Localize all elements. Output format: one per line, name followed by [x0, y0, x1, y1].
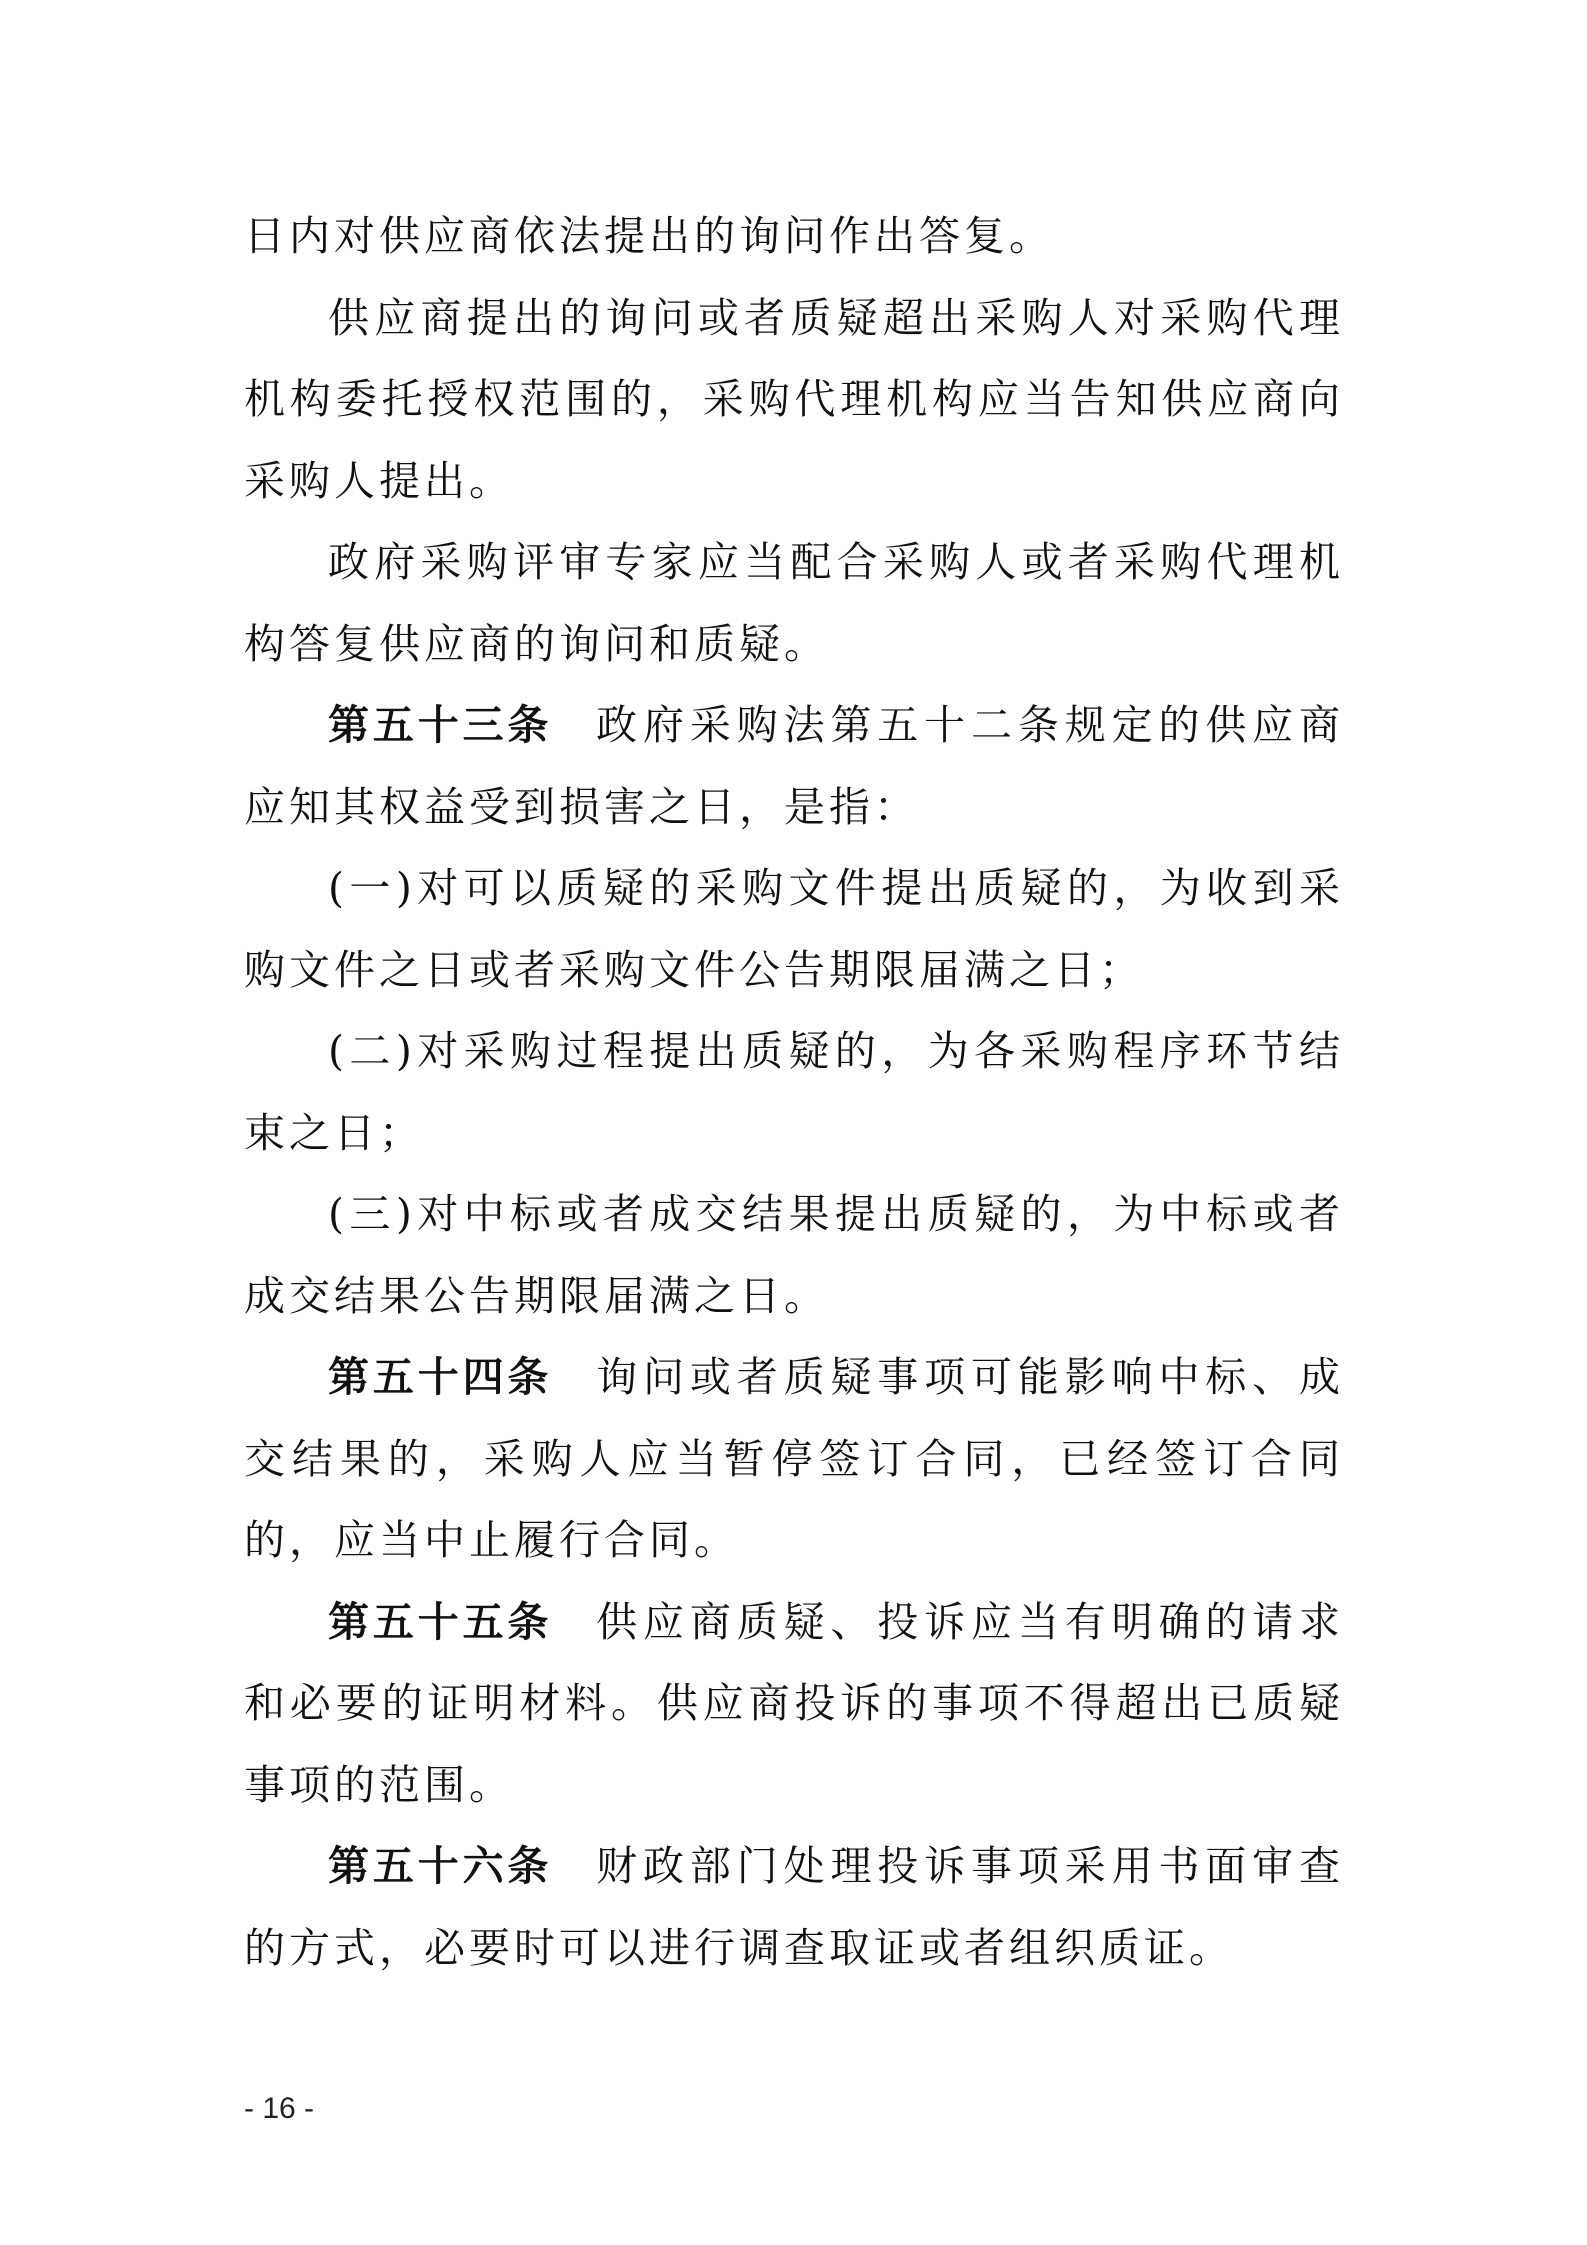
- paragraph-expert-cooperation: 政府采购评审专家应当配合采购人或者采购代理机构答复供应商的询问和质疑。: [244, 538, 1344, 668]
- list-item-1: (一)对可以质疑的采购文件提出质疑的，为收到采购文件之日或者采购文件公告期限届满之日；: [244, 864, 1344, 994]
- document-body: [244, 196, 1344, 1989]
- article-number: 第五十六条: [328, 1842, 553, 1890]
- paragraph-continuation: 日内对供应商依法提出的询问作出答复。: [244, 212, 1054, 260]
- page-number: - 16 -: [244, 2092, 315, 2125]
- article-number: 第五十四条: [328, 1353, 553, 1401]
- list-item-2: (二)对采购过程提出质疑的，为各采购程序环节结束之日；: [244, 1027, 1344, 1157]
- article-number: 第五十五条: [328, 1597, 553, 1646]
- article-text: 政府采购法第五十二条规定的供应商应知其权益受到损害之日，是指：: [244, 701, 1345, 831]
- article-text: 询问或者质疑事项可能影响中标、成交结果的，采购人应当暂停签订合同，已经签订合同的，应当中止履行合同。: [244, 1353, 1345, 1564]
- article-55: [244, 1582, 1344, 1827]
- article-53: [244, 685, 1344, 848]
- article-text: 财政部门处理投诉事项采用书面审查的方式，必要时可以进行调查取证或者组织质证。: [244, 1842, 1345, 1972]
- article-text: 供应商质疑、投诉应当有明确的请求和必要的证明材料。供应商投诉的事项不得超出已质疑事项的范围。: [244, 1597, 1345, 1809]
- article-number: 第五十三条: [328, 701, 553, 749]
- article-56: [244, 1826, 1344, 1989]
- list-item-3: (三)对中标或者成交结果提出质疑的，为中标或者成交结果公告期限届满之日。: [244, 1190, 1344, 1320]
- article-54: [244, 1337, 1344, 1582]
- paragraph-inquiry-scope: 供应商提出的询问或者质疑超出采购人对采购代理机构委托授权范围的，采购代理机构应当告知供应商向采购人提出。: [244, 293, 1344, 505]
